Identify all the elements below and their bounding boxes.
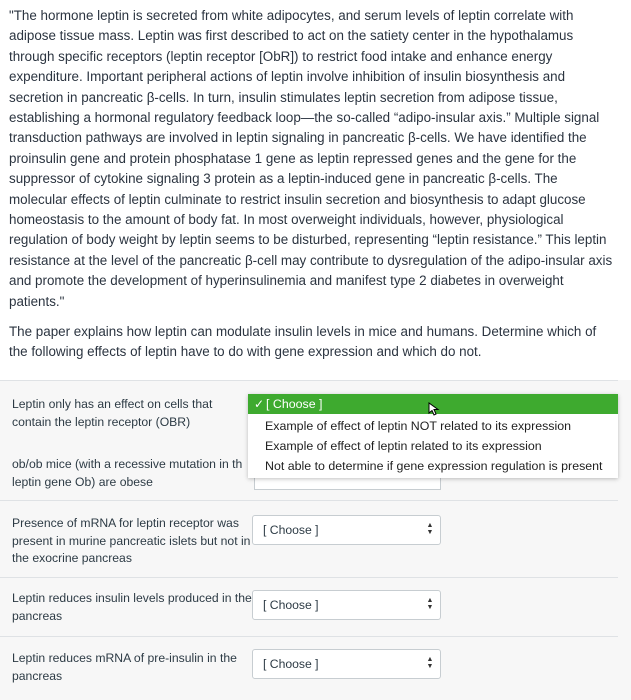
dropdown-option[interactable]: Example of effect of leptin NOT related to its expression: [265, 419, 572, 433]
divider: [0, 577, 618, 578]
match-item-label: Leptin reduces insulin levels produced in the pancreas: [12, 591, 252, 623]
divider: [0, 636, 618, 637]
divider: [0, 380, 618, 381]
answer-select[interactable]: [254, 478, 441, 490]
select-arrows-icon: ▲ ▼: [426, 656, 434, 670]
match-item-label: Presence of mRNA for leptin receptor was present in murine pancreatic islets but not in the exocrine pancreas: [12, 516, 251, 566]
answer-select[interactable]: [252, 515, 441, 545]
dropdown-option[interactable]: Example of effect of leptin related to its expression: [265, 439, 542, 453]
match-item-label: ob/ob mice (with a recessive mutation in th leptin gene Ob) are obese: [12, 457, 243, 489]
mouse-pointer-icon: [428, 402, 440, 416]
question-prompt: The paper explains how leptin can modulate insulin levels in mice and humans. Determine which of the following effects of leptin have to do with gene expression and which do not.: [9, 324, 597, 360]
answer-select[interactable]: [252, 590, 441, 620]
select-arrows-icon: ▲ ▼: [426, 522, 434, 536]
passage-text: "The hormone leptin is secreted from white adipocytes, and serum levels of leptin correlate with adipose tissue mass. Leptin was first described to act on the satiety center in the hypothalamus through specific receptors (leptin receptor [ObR]) to restrict food intake and enhance energy expenditure. Important peripheral actions of leptin involve inhibition of insulin biosynthesis and secretion in pancreatic β-cells. In turn, insulin stimulates leptin secretion from adipose tissue, establishing a hormonal regulatory feedback loop—the so-called “adipo-insular axis.” Multiple signal transduction pathways are involved in leptin signaling in pancreatic β-cells. We have identified the proinsulin gene and protein phosphatase 1 gene as leptin repressed genes and the gene for the suppressor of cytokine signaling 3 protein as a leptin-induced gene in pancreatic β-cells. The molecular effects of leptin culminate to restrict insulin secretion and biosynthesis to adapt glucose homeostasis to the amount of body fat. In most overweight individuals, however, physiological regulation of body weight by leptin seems to be disturbed, representing “leptin resistance.” This leptin resistance at the level of the pancreatic β-cell may contribute to dysregulation of the adipo-insular axis and promote the development of hyperinsulinemia and manifest type 2 diabetes in overweight patients.": [9, 8, 613, 309]
select-value: [ Choose ]: [263, 598, 319, 612]
check-icon: ✓: [254, 397, 265, 411]
dropdown-option[interactable]: Not able to determine if gene expression regulation is present: [265, 459, 603, 473]
answer-select[interactable]: [252, 649, 441, 679]
match-item-label: Leptin reduces mRNA of pre-insulin in the pancreas: [12, 651, 237, 683]
match-item-label: Leptin only has an effect on cells that contain the leptin receptor (OBR): [12, 397, 213, 429]
select-value: [ Choose ]: [263, 657, 319, 671]
dropdown-option-selected[interactable]: ✓ [ Choose ]: [248, 394, 618, 414]
divider: [0, 500, 618, 501]
select-arrows-icon: ▲ ▼: [426, 597, 434, 611]
select-value: [ Choose ]: [263, 523, 319, 537]
